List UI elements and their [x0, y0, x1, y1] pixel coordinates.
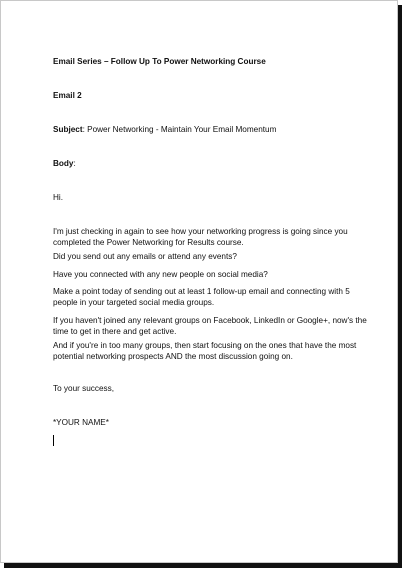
paragraph: I'm just checking in again to see how your networking progress is going since you completed the Power Networking for Results course.	[53, 227, 348, 247]
signature: *YOUR NAME*	[53, 418, 109, 427]
body-colon: :	[73, 159, 76, 168]
body-heading	[53, 159, 76, 170]
subject-line	[53, 125, 276, 136]
paragraph: Make a point today of sending out at least 1 follow-up email and connecting with 5 people in your targeted social media groups.	[53, 287, 350, 307]
paragraph: Have you connected with any new people on social media?	[53, 270, 268, 279]
paragraph: If you haven't joined any relevant groups on Facebook, LinkedIn or Google+, now's the time to get in there and get active.	[53, 316, 367, 336]
email-number: Email 2	[53, 91, 82, 100]
body-label: Body	[53, 159, 74, 168]
text-cursor[interactable]	[53, 435, 54, 446]
subject-label: Subject	[53, 125, 83, 134]
signoff: To your success,	[53, 384, 114, 393]
greeting: Hi.	[53, 193, 64, 202]
series-title: Email Series – Follow Up To Power Networking Course	[53, 57, 266, 66]
paragraph: And if you're in too many groups, then start focusing on the ones that have the most potential networking prospects AND the most discussion going on.	[53, 341, 357, 361]
subject-text: : Power Networking - Maintain Your Email Momentum	[82, 125, 277, 134]
paragraph: Did you send out any emails or attend any events?	[53, 252, 237, 261]
